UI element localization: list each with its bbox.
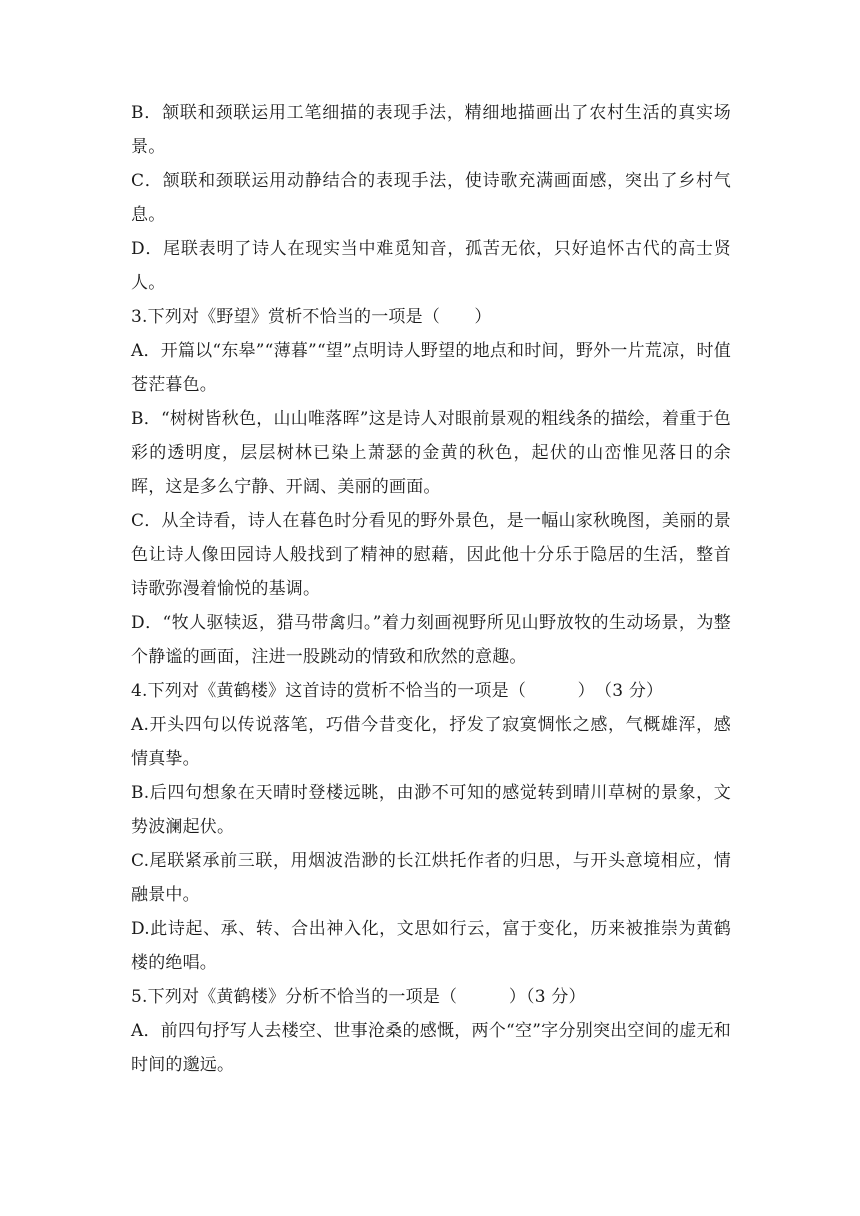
option-paragraph: A．前四句抒写人去楼空、世事沧桑的感慨，两个“空”字分别突出空间的虚无和时间的邈远。 [131, 1021, 731, 1075]
option-paragraph: D．“牧人驱犊返，猎马带禽归。”着力刻画视野所见山野放牧的生动场景，为整个静谧的画面，注进一股跳动的情致和欣然的意趣。 [131, 613, 731, 667]
option-paragraph: B．颔联和颈联运用工笔细描的表现手法，精细地描画出了农村生活的真实场景。 [131, 103, 731, 157]
question-5-stem: 5.下列对《黄鹤楼》分析不恰当的一项是（ ）（3 分） [131, 987, 586, 1007]
option-paragraph: D．尾联表明了诗人在现实当中难觅知音，孤苦无依，只好追怀古代的高士贤人。 [131, 239, 731, 293]
option-paragraph: A.开头四句以传说落笔，巧借今昔变化，抒发了寂寞惆怅之感，气概雄浑，感情真挚。 [131, 715, 731, 769]
option-paragraph: B.后四句想象在天晴时登楼远眺，由渺不可知的感觉转到晴川草树的景象，文势波澜起伏。 [131, 783, 731, 837]
option-paragraph: D.此诗起、承、转、合出神入化，文思如行云，富于变化，历来被推崇为黄鹤楼的绝唱。 [131, 919, 731, 973]
option-paragraph: A．开篇以“东皋”“薄暮”“望”点明诗人野望的地点和时间，野外一片荒凉，时值苍茫暮色。 [131, 341, 731, 395]
question-4-stem: 4.下列对《黄鹤楼》这首诗的赏析不恰当的一项是（ ） （3 分） [131, 681, 664, 701]
option-paragraph: B．“树树皆秋色，山山唯落晖”这是诗人对眼前景观的粗线条的描绘，着重于色彩的透明度，层层树林已染上萧瑟的金黄的秋色，起伏的山峦惟见落日的余晖，这是多么宁静、开阔、美丽的画面。 [131, 409, 731, 497]
option-paragraph: C．颔联和颈联运用动静结合的表现手法，使诗歌充满画面感，突出了乡村气息。 [131, 171, 731, 225]
document-body [131, 96, 731, 1082]
question-3-stem: 3.下列对《野望》赏析不恰当的一项是（ ） [131, 307, 492, 327]
option-paragraph: C．从全诗看，诗人在暮色时分看见的野外景色，是一幅山家秋晚图，美丽的景色让诗人像田园诗人般找到了精神的慰藉，因此他十分乐于隐居的生活，整首诗歌弥漫着愉悦的基调。 [131, 511, 731, 599]
option-paragraph: C.尾联紧承前三联，用烟波浩渺的长江烘托作者的归思，与开头意境相应，情融景中。 [131, 851, 731, 905]
